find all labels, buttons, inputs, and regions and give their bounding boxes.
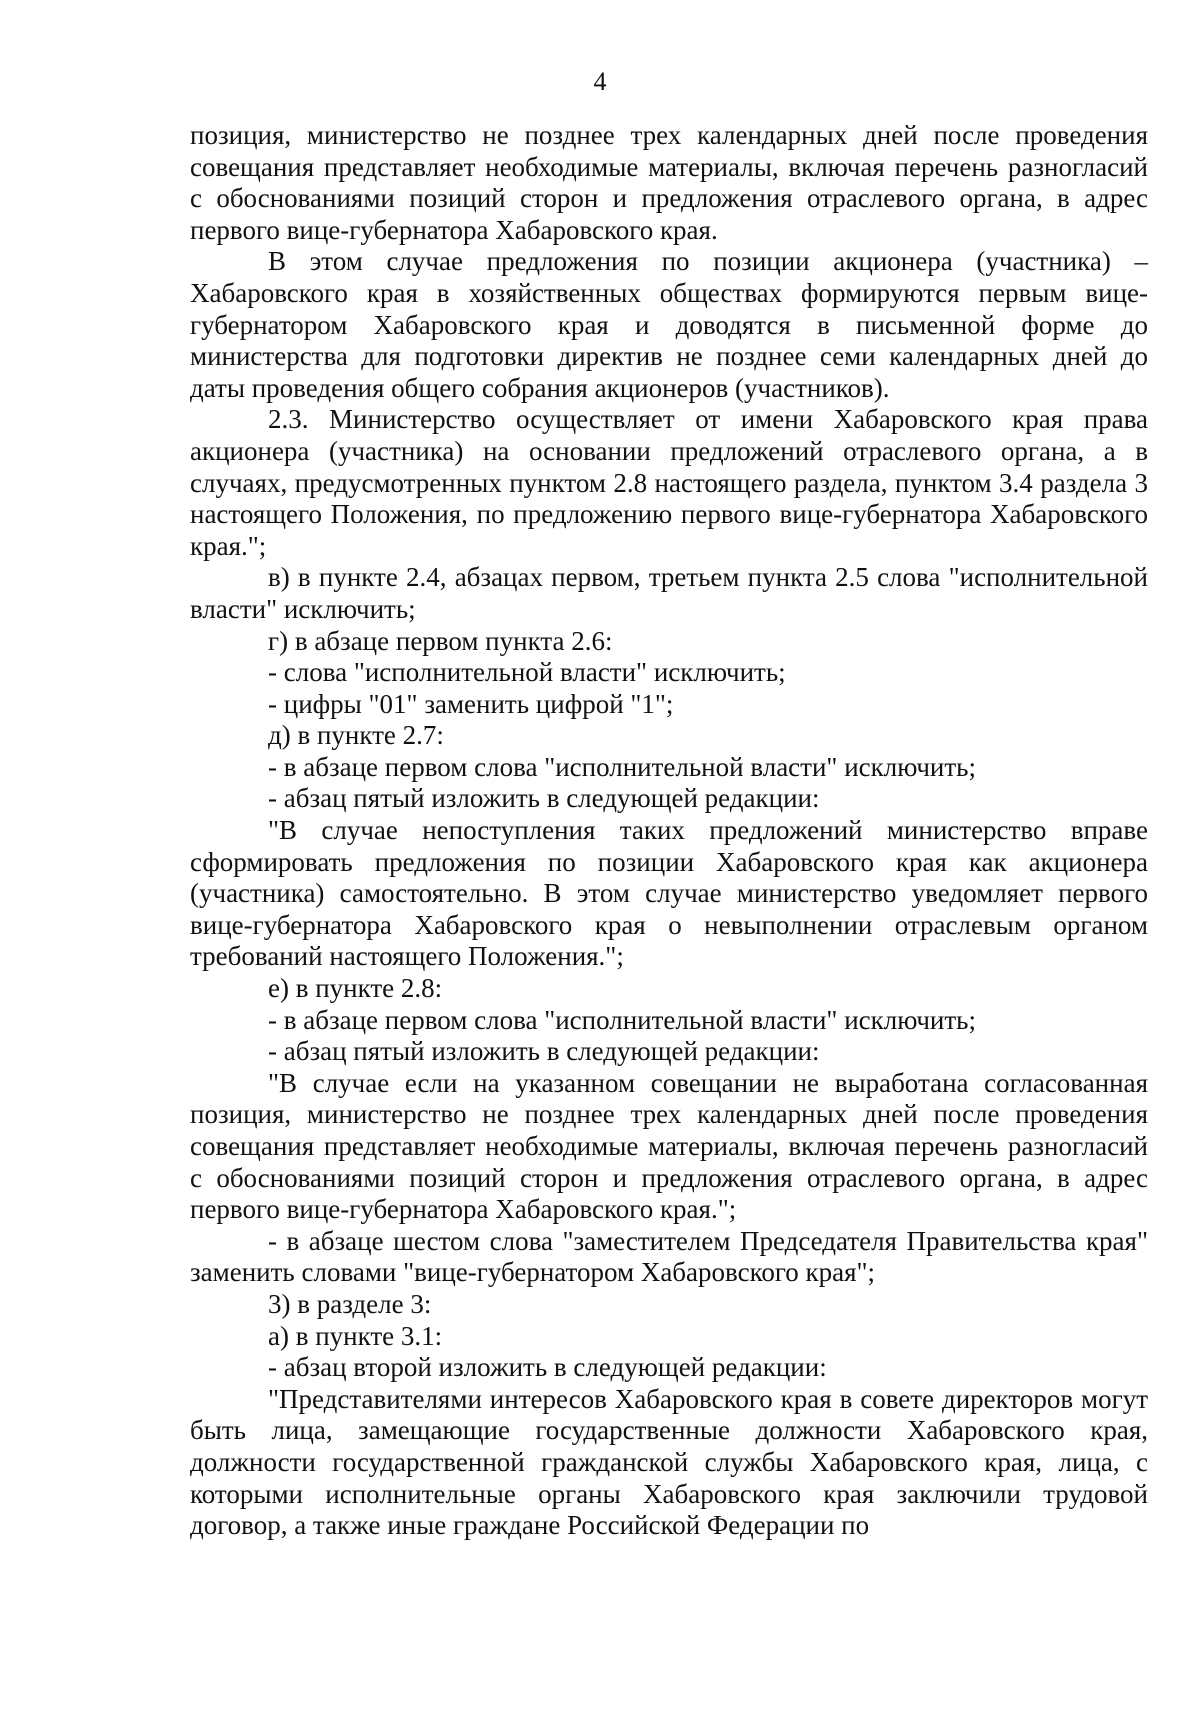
paragraph: "Представителями интересов Хабаровского края в совете директоров могут быть лица, замещающие государственные должности Хабаровского края, должности государственной гражданской службы Хабаровского края, лица, с которыми исполнительные органы Хабаровского края заключили трудовой договор, а также иные граждане Российской Федерации по [190,1383,1148,1541]
paragraph: - абзац пятый изложить в следующей редакции: [268,1036,820,1067]
paragraph: "В случае непоступления таких предложений министерство вправе сформировать предложения по позиции Хабаровского края как акционера (участника) самостоятельно. В этом случае министерство уведомляет первого вице-губернатора Хабаровского края о невыполнении отраслевым органом требований настоящего Положения."; [190,815,1148,972]
paragraph: - слова "исполнительной власти" исключить; [268,657,786,688]
paragraph: - в абзаце первом слова "исполнительной власти" исключить; [268,751,976,782]
paragraph: позиция, министерство не позднее трех календарных дней после проведения совещания представляет необходимые материалы, включая перечень разногласий с обоснованиями позиций сторон и предложения отраслевого органа, в адрес первого вице-губернатора Хабаровского края. [190,120,1148,245]
paragraph: "В случае если на указанном совещании не выработана согласованная позиция, министерство не позднее трех календарных дней после проведения совещания представляет необходимые материалы, включая перечень разногласий с обоснованиями позиций сторон и предложения отраслевого органа, в адрес первого вице-губернатора Хабаровского края."; [190,1067,1148,1225]
paragraph: д) в пункте 2.7: [268,720,444,751]
paragraph: В этом случае предложения по позиции акционера (участника) – Хабаровского края в хозяйственных обществах формируются первым вице-губернатором Хабаровского края и доводятся в письменной форме до министерства для подготовки директив не позднее семи календарных дней до даты проведения общего собрания акционеров (участников). [190,246,1148,403]
document-body [190,120,1148,1542]
page-number: 4 [593,67,607,96]
paragraph: - цифры "01" заменить цифрой "1"; [268,688,674,719]
paragraph: - в абзаце шестом слова "заместителем Председателя Правительства края" заменить словами "вице-губернатором Хабаровского края"; [190,1225,1148,1288]
paragraph: - абзац пятый изложить в следующей редакции: [268,783,820,814]
paragraph: в) в пункте 2.4, абзацах первом, третьем пункта 2.5 слова "исполнительной власти" исключить; [190,562,1148,624]
paragraph: а) в пункте 3.1: [268,1320,443,1351]
paragraph: 3) в разделе 3: [268,1288,432,1319]
paragraph: г) в абзаце первом пункта 2.6: [268,625,613,656]
paragraph: - абзац второй изложить в следующей редакции: [268,1352,827,1383]
paragraph: е) в пункте 2.8: [268,973,443,1004]
paragraph: - в абзаце первом слова "исполнительной власти" исключить; [268,1004,976,1035]
paragraph: 2.3. Министерство осуществляет от имени Хабаровского края права акционера (участника) на основании предложений отраслевого органа, а в случаях, предусмотренных пунктом 2.8 настоящего раздела, пунктом 3.4 раздела 3 настоящего Положения, по предложению первого вице-губернатора Хабаровского края."; [190,404,1148,561]
